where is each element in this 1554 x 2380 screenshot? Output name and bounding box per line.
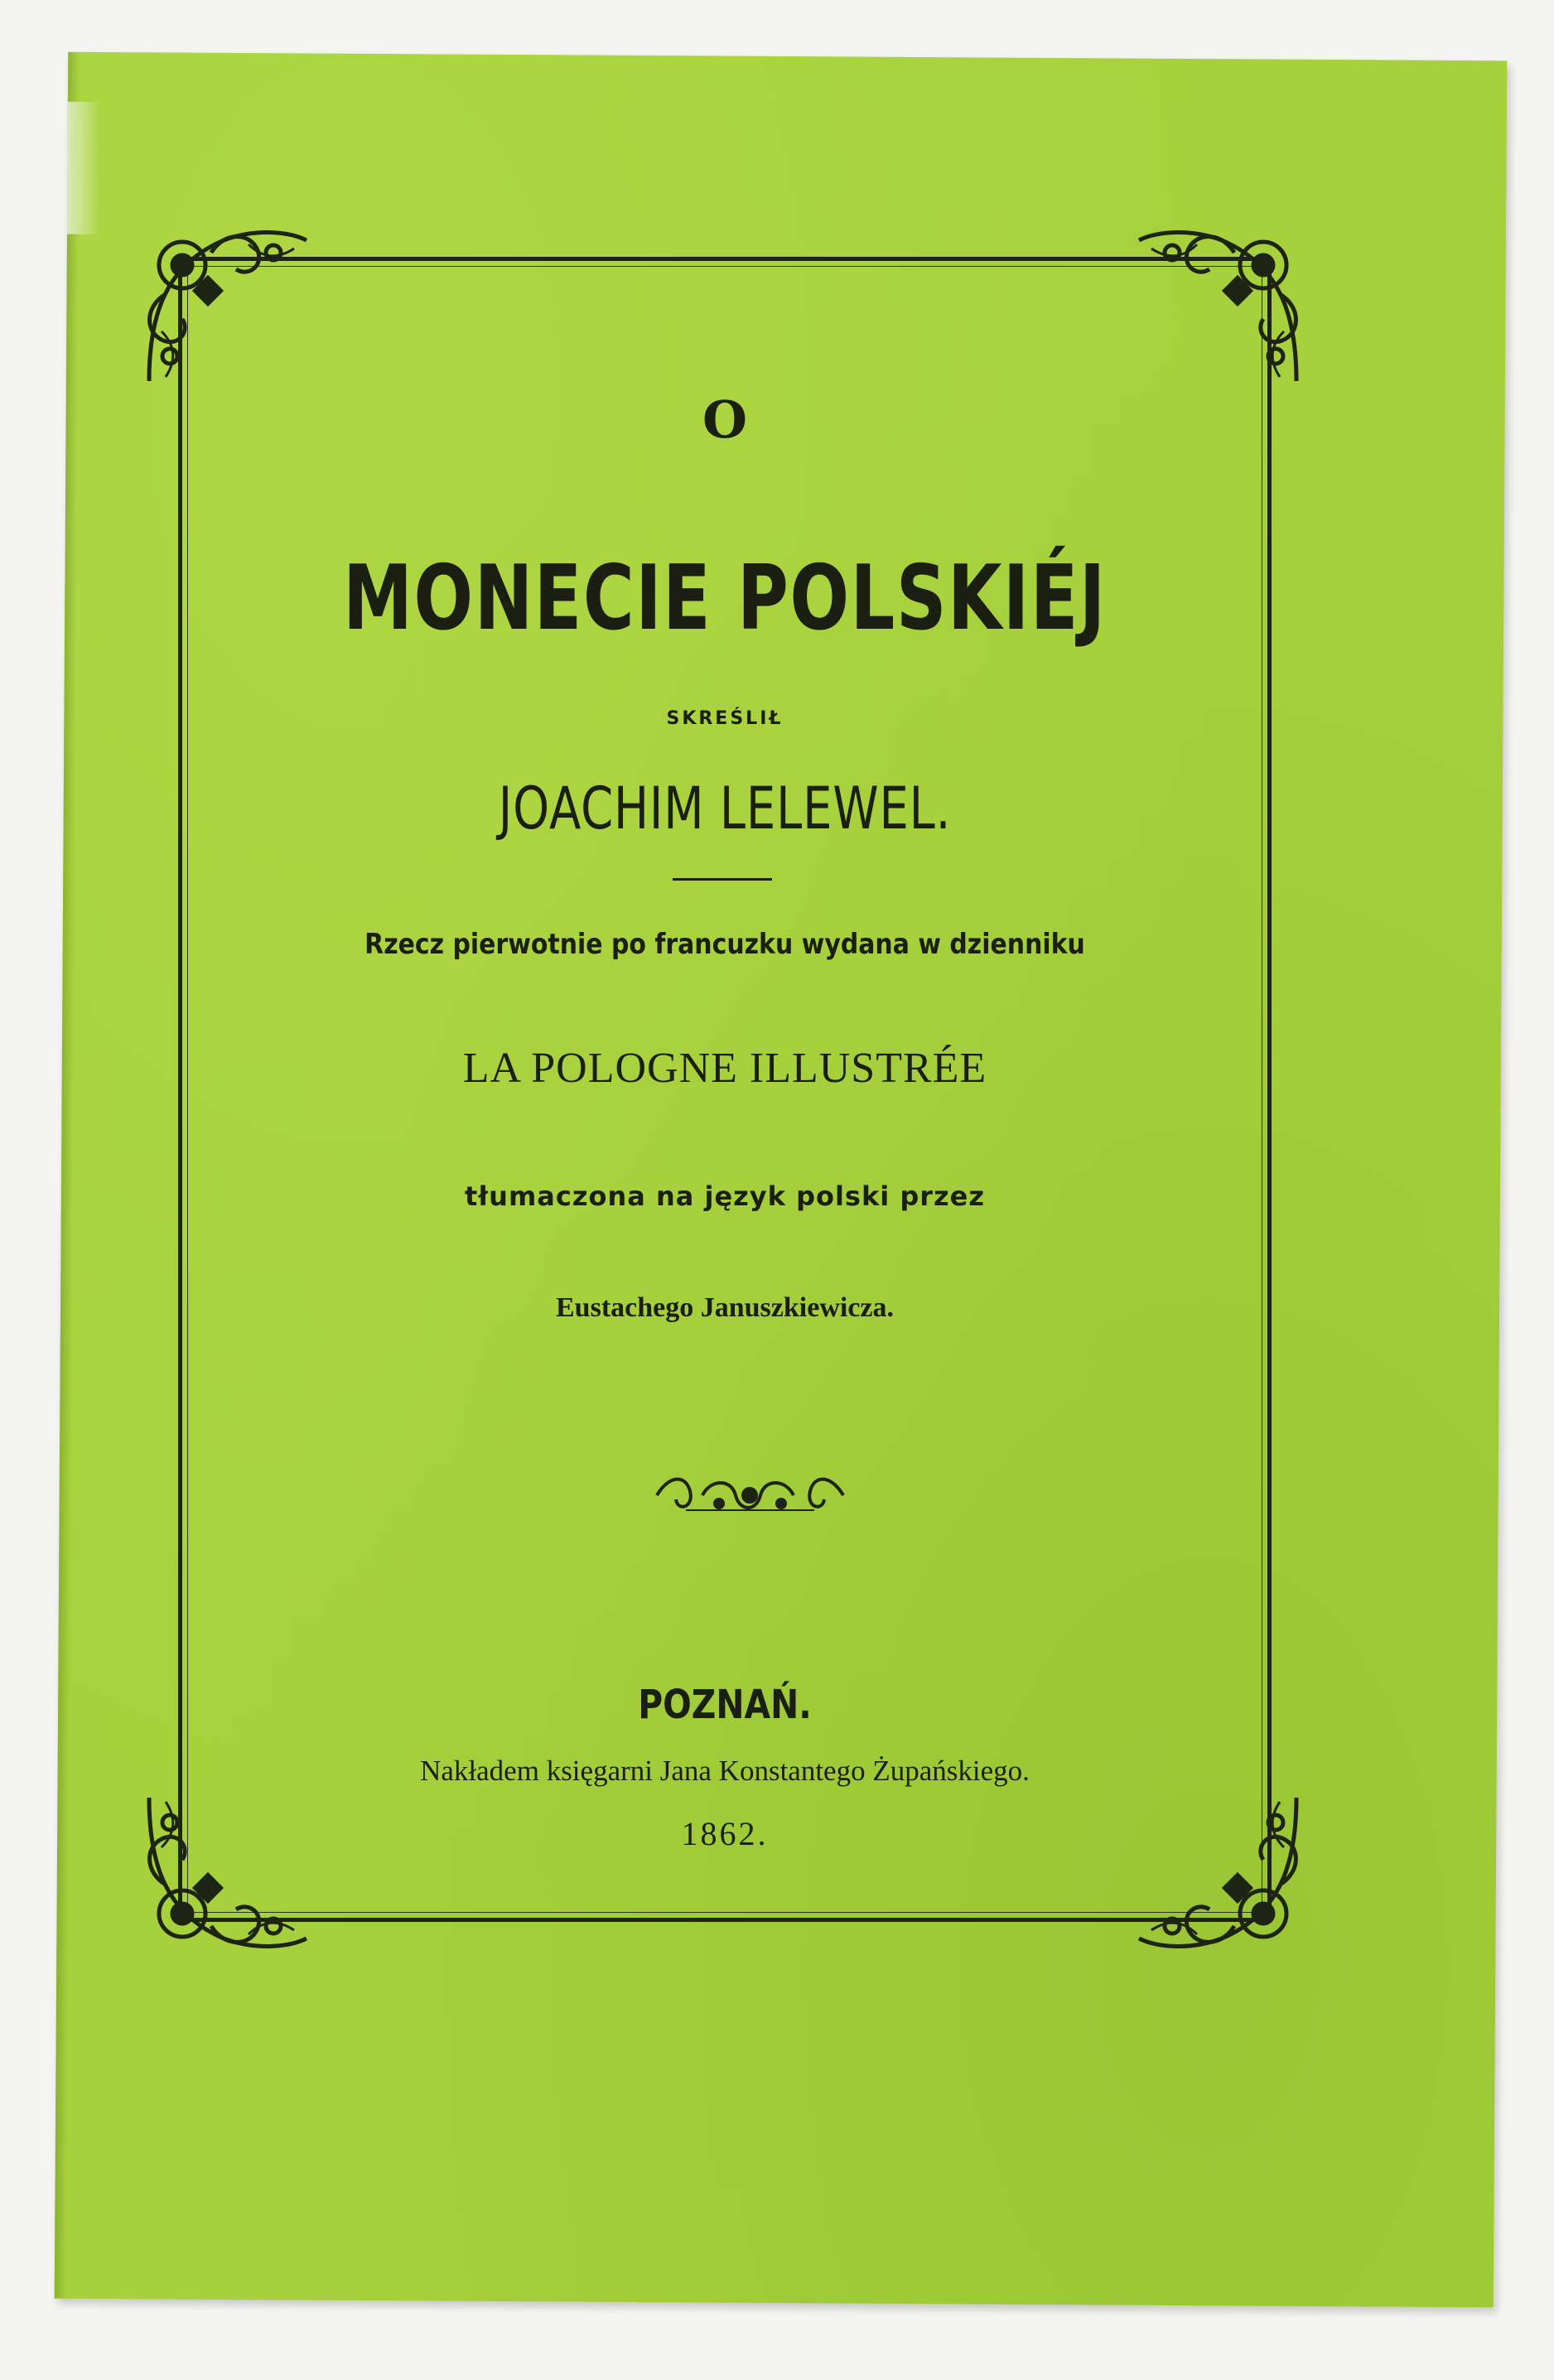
spine-shadow <box>55 52 80 2299</box>
translation-note: tłumaczona na język polski przez <box>464 1180 985 1212</box>
floral-scroll-icon <box>133 215 315 398</box>
spine-wear <box>67 102 101 234</box>
publication-place: POZNAŃ. <box>638 1682 812 1728</box>
book-title: MONECIE POLSKIÉJ <box>343 547 1107 650</box>
divider-rule <box>673 878 772 881</box>
journal-name: LA POLOGNE ILLUSTRÉE <box>462 1045 987 1092</box>
translator-name: Eustachego Januszkiewicza. <box>556 1292 894 1323</box>
floral-scroll-icon <box>1131 1781 1313 1963</box>
publication-year: 1862. <box>681 1815 769 1852</box>
byline-label: SKREŚLIŁ <box>666 708 784 729</box>
title-preposition: O <box>702 389 747 450</box>
floral-scroll-icon <box>1131 215 1313 398</box>
scroll-ornament-icon <box>653 1470 847 1520</box>
publisher-line: Nakładem księgarni Jana Konstantego Żupańskiego. <box>420 1755 1030 1787</box>
author-name: JOACHIM LELEWEL. <box>498 775 952 842</box>
floral-scroll-icon <box>133 1781 315 1963</box>
publication-note: Rzecz pierwotnie po francuzku wydana w dzienniku <box>364 928 1085 961</box>
